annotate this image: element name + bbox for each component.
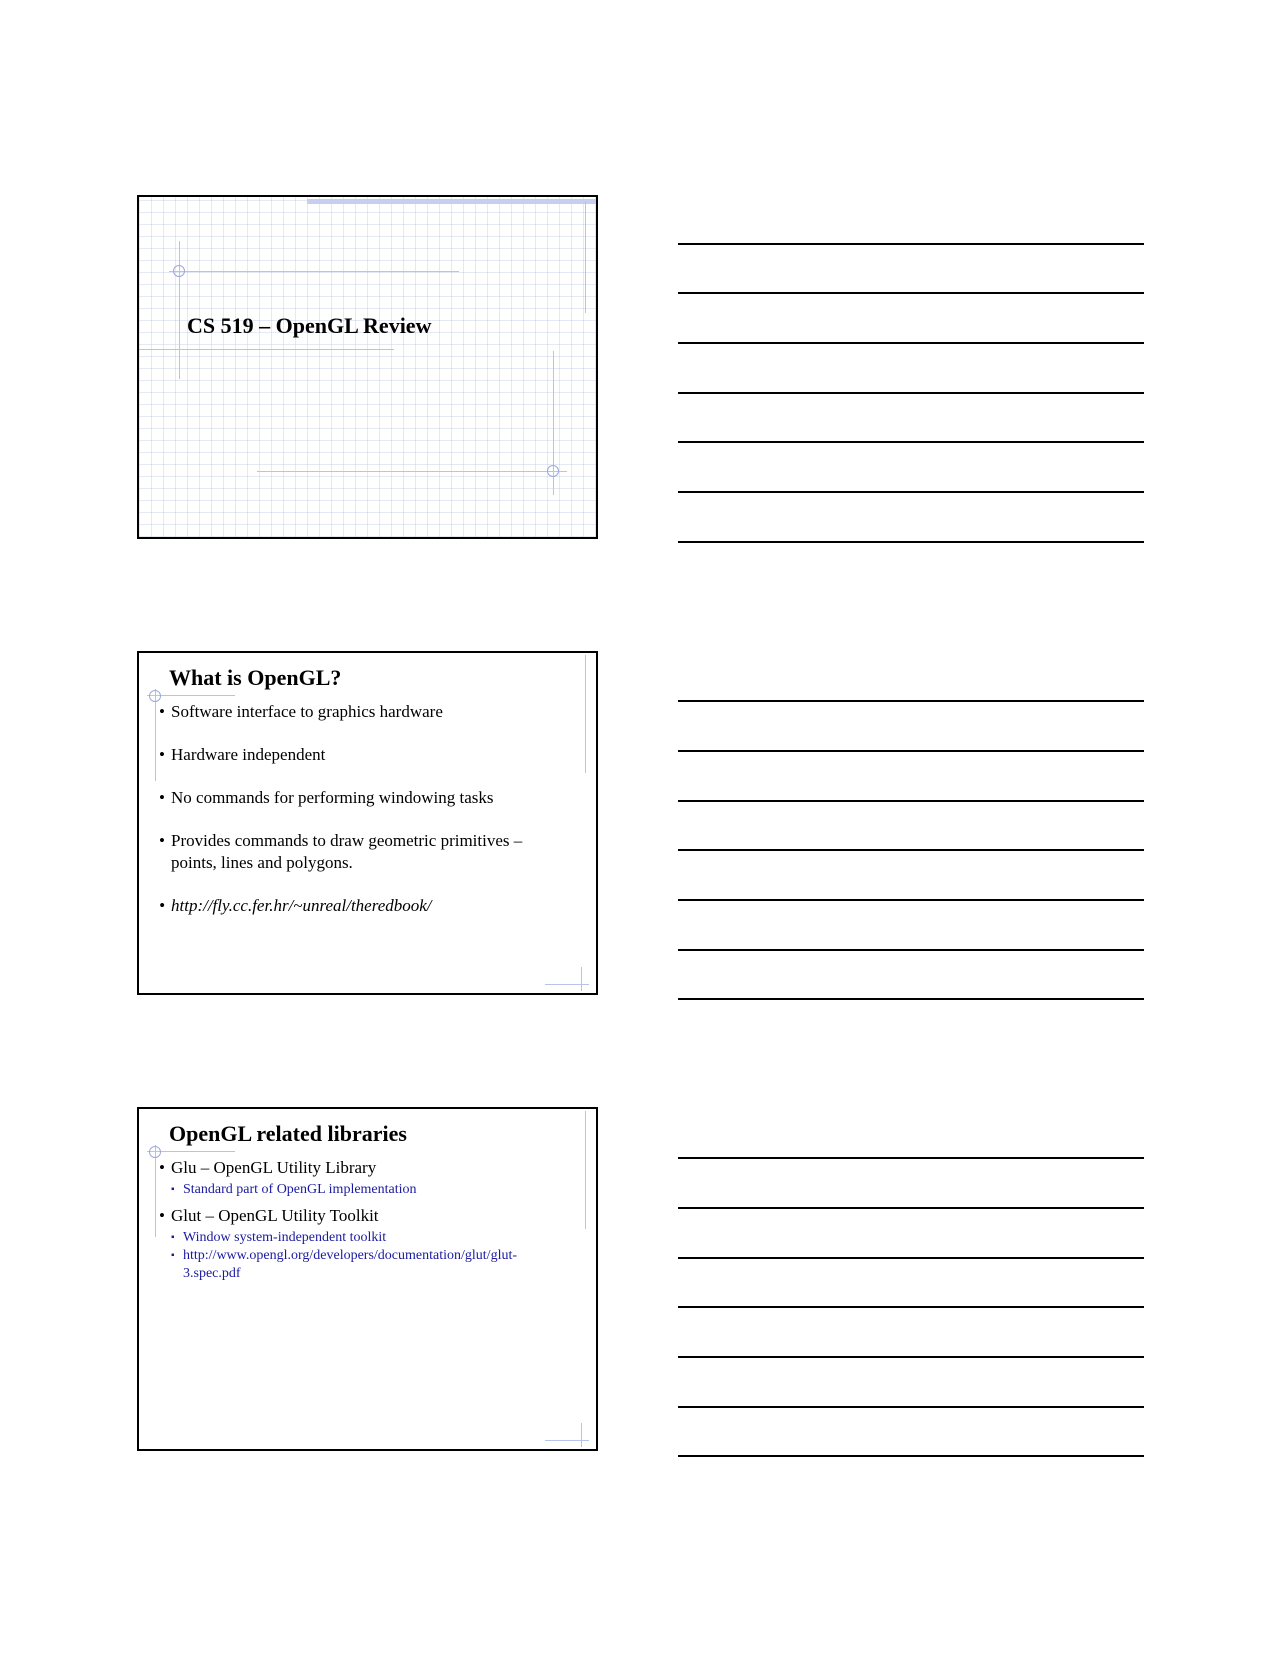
decorative-line bbox=[545, 984, 589, 985]
bullet-text: Glut – OpenGL Utility Toolkit bbox=[171, 1206, 379, 1225]
slide-title: CS 519 – OpenGL Review bbox=[187, 313, 432, 338]
decorative-line bbox=[585, 201, 586, 313]
bullet-link[interactable]: • http://fly.cc.fer.hr/~unreal/theredbook/ bbox=[159, 895, 569, 917]
bullet-item: • Provides commands to draw geometric primitives – points, lines and polygons. bbox=[159, 830, 569, 874]
bullet-list bbox=[159, 1157, 569, 1289]
note-line bbox=[678, 342, 1144, 344]
decorative-line bbox=[581, 967, 582, 991]
bullet-item bbox=[159, 1157, 569, 1199]
slide-title: What is OpenGL? bbox=[169, 665, 342, 690]
decorative-line bbox=[585, 1111, 586, 1229]
note-line bbox=[678, 849, 1144, 851]
slide-2 bbox=[137, 651, 598, 995]
decorative-ring bbox=[173, 265, 185, 277]
note-line bbox=[678, 1455, 1144, 1457]
note-line bbox=[678, 750, 1144, 752]
bullet-item: • No commands for performing windowing tasks bbox=[159, 787, 569, 809]
note-line bbox=[678, 1207, 1144, 1209]
note-line bbox=[678, 998, 1144, 1000]
slide-3 bbox=[137, 1107, 598, 1451]
slide-title: OpenGL related libraries bbox=[169, 1121, 407, 1146]
note-line bbox=[678, 441, 1144, 443]
sub-bullet-link[interactable]: ▪ http://www.opengl.org/developers/documentation/glut/glut-3.spec.pdf bbox=[171, 1247, 569, 1283]
decorative-ring bbox=[547, 465, 559, 477]
note-line bbox=[678, 292, 1144, 294]
note-line bbox=[678, 949, 1144, 951]
decorative-line bbox=[155, 1145, 156, 1237]
note-line bbox=[678, 1157, 1144, 1159]
slide-1 bbox=[137, 195, 598, 539]
note-line bbox=[678, 1406, 1144, 1408]
bullet-item: • Hardware independent bbox=[159, 744, 569, 766]
sub-bullet-item: ▪ Window system-independent toolkit bbox=[171, 1229, 569, 1247]
sub-bullet-item: ▪ Standard part of OpenGL implementation bbox=[171, 1181, 569, 1199]
note-line bbox=[678, 491, 1144, 493]
bullet-item: • Software interface to graphics hardware bbox=[159, 701, 569, 723]
note-line bbox=[678, 1257, 1144, 1259]
note-line bbox=[678, 700, 1144, 702]
decorative-line bbox=[257, 471, 567, 472]
note-line bbox=[678, 1356, 1144, 1358]
decorative-line bbox=[179, 241, 180, 379]
decorative-line bbox=[139, 349, 394, 350]
decorative-line bbox=[307, 199, 597, 204]
decorative-line bbox=[581, 1423, 582, 1447]
decorative-line bbox=[545, 1440, 589, 1441]
bullet-list bbox=[159, 701, 569, 938]
note-line bbox=[678, 392, 1144, 394]
note-line bbox=[678, 800, 1144, 802]
note-line bbox=[678, 243, 1144, 245]
bullet-item bbox=[159, 1205, 569, 1283]
sub-bullet-list bbox=[171, 1181, 569, 1199]
decorative-line bbox=[155, 689, 156, 781]
bullet-text: Glu – OpenGL Utility Library bbox=[171, 1158, 377, 1177]
decorative-line bbox=[169, 271, 459, 272]
decorative-line bbox=[585, 655, 586, 773]
note-line bbox=[678, 1306, 1144, 1308]
sub-bullet-list bbox=[171, 1229, 569, 1283]
note-line bbox=[678, 899, 1144, 901]
note-line bbox=[678, 541, 1144, 543]
